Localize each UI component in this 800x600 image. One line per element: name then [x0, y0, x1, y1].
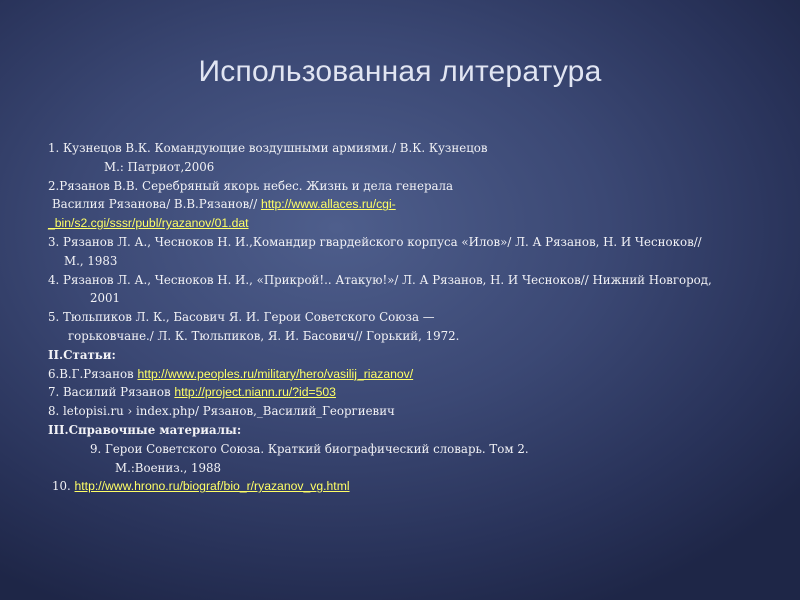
- reference-2-line-3: [48, 214, 778, 233]
- reference-7-text: 7. Василий Рязанов: [48, 385, 175, 400]
- section-reference-materials-heading: III.Справочные материалы:: [48, 422, 242, 437]
- reference-6: [48, 365, 778, 384]
- references-list: [48, 139, 778, 496]
- reference-3-line-1: 3. Рязанов Л. А., Чесноков Н. И.,Командир гвардейского корпуса «Илов»/ Л. А Рязанов, Н. И Чесноков//: [48, 234, 702, 249]
- reference-2-line-2: [48, 195, 778, 214]
- reference-6-link[interactable]: http://www.peoples.ru/military/hero/vasilij_riazanov/: [137, 366, 414, 381]
- reference-7-link[interactable]: http://project.niann.ru/?id=503: [174, 385, 336, 400]
- reference-4-line-1: 4. Рязанов Л. А., Чесноков Н. И., «Прикрой!.. Атакую!»/ Л. А Рязанов, Н. И Чесноков// Нижний Новгород,: [48, 272, 712, 287]
- reference-1-line-2: М.: Патриот,2006: [104, 159, 215, 174]
- reference-3-line-2: М., 1983: [64, 253, 118, 268]
- reference-6-text: 6.В.Г.Рязанов: [48, 366, 138, 381]
- reference-5-line-2: горьковчане./ Л. К. Тюльпиков, Я. И. Басович// Горький, 1972.: [68, 328, 460, 343]
- reference-2-line-1: 2.Рязанов В.В. Серебряный якорь небес. Жизнь и дела генерала: [48, 178, 454, 193]
- reference-2-text: Василия Рязанова/ В.В.Рязанов//: [52, 197, 261, 212]
- reference-4-line-2: 2001: [90, 291, 121, 306]
- reference-8: 8. letopisi.ru › index.php/ Рязанов,_Василий_Георгиевич: [48, 404, 395, 419]
- reference-9-line-1: 9. Герои Советского Союза. Краткий биографический словарь. Том 2.: [90, 441, 529, 456]
- reference-1-line-1: 1. Кузнецов В.К. Командующие воздушными армиями./ В.К. Кузнецов: [48, 141, 488, 155]
- reference-7: [48, 383, 778, 402]
- section-articles-heading: II.Статьи:: [48, 347, 116, 362]
- reference-2-link-part-2[interactable]: _bin/s2.cgi/sssr/publ/ryazanov/01.dat: [48, 216, 249, 231]
- reference-9-line-2: М.:Воениз., 1988: [115, 460, 221, 475]
- reference-10-text: 10.: [52, 479, 75, 494]
- reference-5-line-1: 5. Тюльпиков Л. К., Басович Я. И. Герои Советского Союза —: [48, 310, 435, 325]
- reference-2-link-part-1[interactable]: http://www.allaces.ru/cgi-: [260, 197, 396, 212]
- slide-title: Использованная литература: [198, 55, 602, 88]
- reference-10: [48, 477, 778, 496]
- reference-10-link[interactable]: http://www.hrono.ru/biograf/bio_r/ryazanov_vg.html: [74, 479, 350, 494]
